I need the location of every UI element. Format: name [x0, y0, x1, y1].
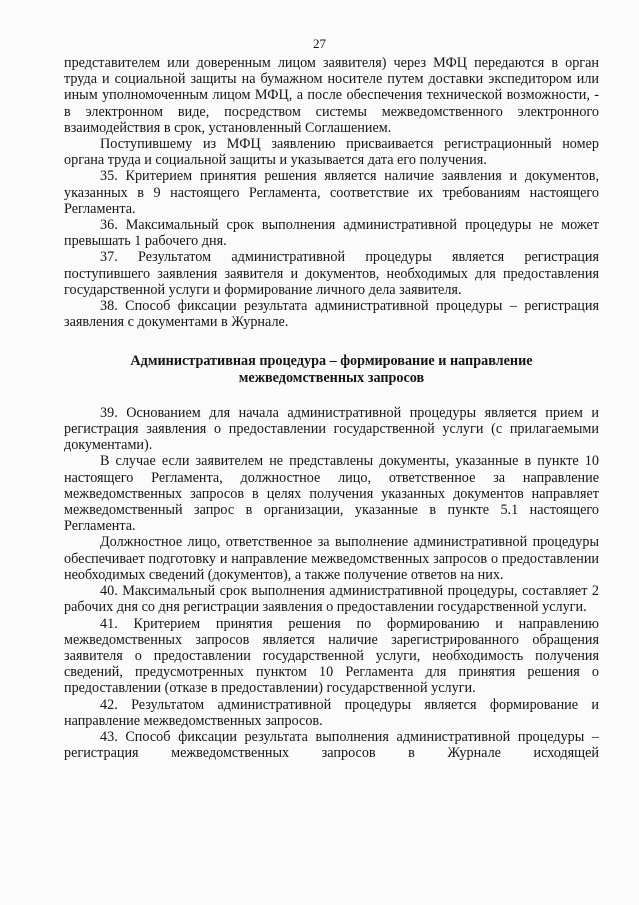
paragraph-42: 42. Результатом административной процедуры является формирование и направление межведомственных запросов. [64, 696, 599, 729]
paragraph-39-missing-documents: В случае если заявителем не представлены документы, указанные в пункте 10 настоящего Регламента, должностное лицо, ответственное за направление межведомственных запросов в целях получения указанных документов направляет межведомственный запрос в организации, указанные в пункте 5.1 настоящего Регламента. [64, 453, 599, 535]
paragraph-40: 40. Максимальный срок выполнения административной процедуры, составляет 2 рабочих дня со дня регистрации заявления о предоставлении государственной услуги. [64, 583, 599, 616]
document-body [64, 55, 599, 761]
page-number: 27 [313, 36, 326, 51]
paragraph-registration-number: Поступившему из МФЦ заявлению присваивается регистрационный номер органа труда и социальной защиты и указывается дата его получения. [64, 136, 599, 169]
paragraph-38: 38. Способ фиксации результата административной процедуры – регистрация заявления с документами в Журнале. [64, 298, 599, 331]
paragraph-39: 39. Основанием для начала административной процедуры является прием и регистрация заявления о предоставлении государственной услуги (с прилагаемыми документами). [64, 404, 599, 454]
section-heading-line-2: межведомственных запросов [238, 369, 425, 386]
section-heading-line-1: Административная процедура – формирование и направление [130, 353, 533, 370]
paragraph-37: 37. Результатом административной процедуры является регистрация поступившего заявления заявителя и документов, необходимых для предоставления государственной услуги и формирование личного дела заявителя. [64, 249, 599, 298]
paragraph-39-responsible-official: Должностное лицо, ответственное за выполнение административной процедуры обеспечивает подготовку и направление межведомственных запросов о предоставлении необходимых сведений (документов), а также получение ответов на них. [64, 534, 599, 583]
paragraph-43: 43. Способ фиксации результата выполнения административной процедуры – регистрация межведомственных запросов в Журнале исходящей [64, 728, 599, 762]
paragraph-36: 36. Максимальный срок выполнения административной процедуры не может превышать 1 рабочего дня. [64, 217, 599, 250]
section-heading [64, 353, 599, 385]
paragraph-35: 35. Критерием принятия решения является наличие заявления и документов, указанных в 9 настоящего Регламента, соответствие их требованиям настоящего Регламента. [64, 168, 599, 217]
paragraph-41: 41. Критерием принятия решения по формированию и направлению межведомственных запросов является наличие зарегистрированного обращения заявителя о предоставлении государственной услуги, необходимость получения сведений, предусмотренных пунктом 10 Регламента для принятия решения о предоставлении (отказе в предоставлении) государственной услуги. [64, 615, 599, 697]
paragraph-continuation: представителем или доверенным лицом заявителя) через МФЦ передаются в орган труда и социальной защиты на бумажном носителе путем доставки экспедитором или иным уполномоченным лицом МФЦ, а после обеспечения технической возможности, - в электронном виде, посредством системы межведомственного электронного взаимодействия в срок, установленный Соглашением. [64, 55, 599, 136]
